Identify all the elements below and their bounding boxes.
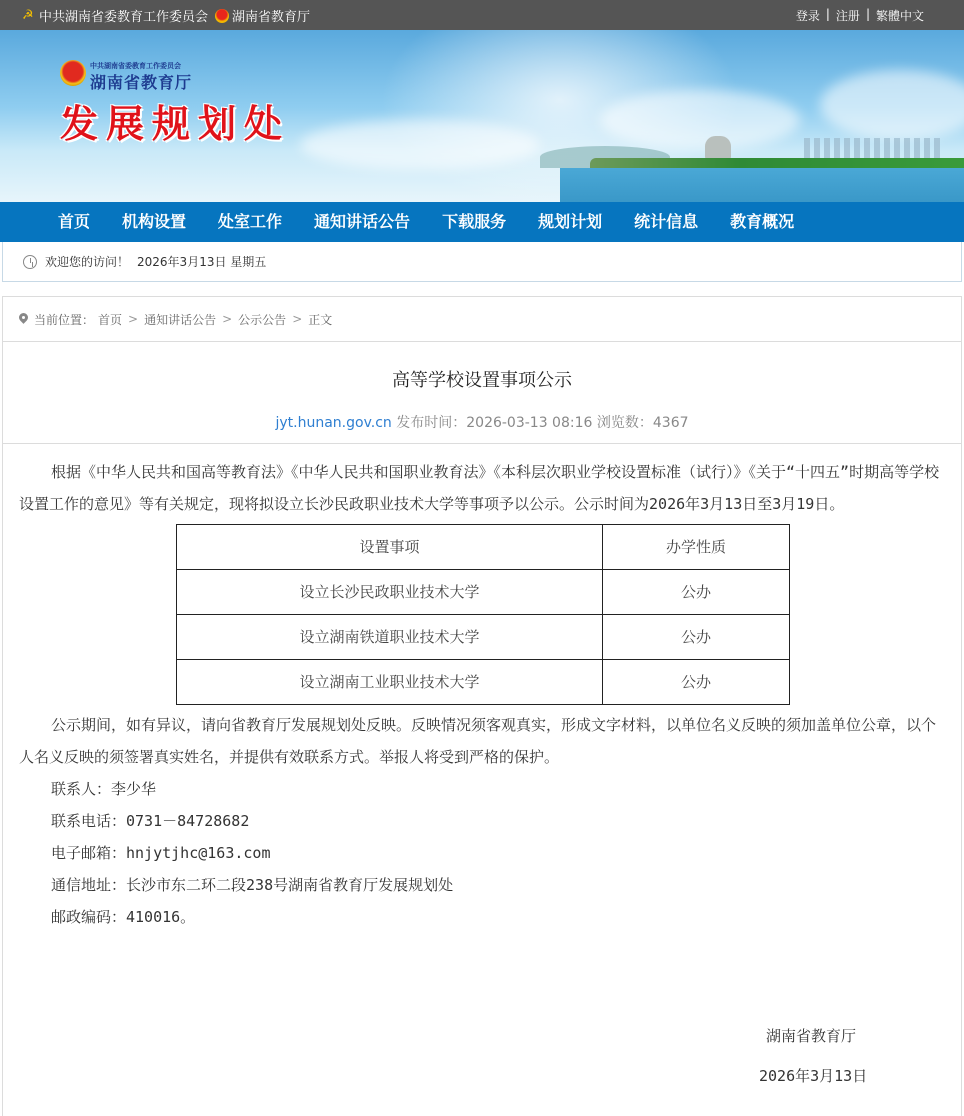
nav-office-work[interactable]: 处室工作 bbox=[218, 212, 283, 231]
national-emblem-icon bbox=[60, 60, 86, 86]
source-site: jyt.hunan.gov.cn bbox=[275, 415, 392, 431]
items-table bbox=[176, 524, 790, 705]
article-body bbox=[3, 444, 961, 933]
banner-cloud bbox=[820, 70, 964, 140]
signature-organization: 湖南省教育厅 bbox=[766, 1027, 857, 1045]
table-header-row bbox=[177, 525, 790, 570]
breadcrumb-home[interactable]: 首页 bbox=[98, 312, 123, 327]
logo-department: 湖南省教育厅 bbox=[90, 73, 193, 92]
table-row bbox=[177, 660, 790, 705]
contact-phone: 联系电话：0731－84728682 bbox=[51, 812, 250, 830]
traditional-chinese-link[interactable]: 繁體中文 bbox=[875, 9, 924, 23]
publish-label: 发布时间： bbox=[396, 415, 467, 431]
nav-education-overview[interactable]: 教育概况 bbox=[730, 212, 795, 231]
top-bar bbox=[0, 0, 964, 30]
contact-address: 通信地址：长沙市东二环二段238号湖南省教育厅发展规划处 bbox=[51, 876, 454, 894]
table-cell: 公办 bbox=[603, 570, 790, 615]
location-pin-icon bbox=[19, 313, 28, 325]
postcode: 邮政编码：410016。 bbox=[51, 908, 196, 926]
signature-date: 2026年3月13日 bbox=[759, 1067, 868, 1085]
table-cell: 设立湖南铁道职业技术大学 bbox=[177, 615, 603, 660]
banner-river bbox=[560, 168, 964, 202]
header-banner bbox=[0, 30, 964, 202]
chevron-right-icon: > bbox=[292, 312, 303, 326]
national-emblem-icon bbox=[215, 9, 229, 23]
chevron-right-icon: > bbox=[128, 312, 139, 326]
views-label: 浏览数： bbox=[596, 415, 653, 431]
welcome-text: 欢迎您的访问！ bbox=[45, 255, 130, 269]
table-row bbox=[177, 570, 790, 615]
divider: | bbox=[865, 7, 870, 21]
table-cell: 设立长沙民政职业技术大学 bbox=[177, 570, 603, 615]
publish-time: 2026-03-13 08:16 bbox=[466, 415, 593, 431]
banner-cloud bbox=[600, 90, 800, 150]
table-header: 办学性质 bbox=[603, 525, 790, 570]
login-link[interactable]: 登录 bbox=[795, 9, 820, 23]
welcome-bar bbox=[2, 242, 962, 282]
link-education-department[interactable]: 湖南省教育厅 bbox=[232, 10, 311, 25]
nav-planning[interactable]: 规划计划 bbox=[538, 212, 603, 231]
top-bar-links bbox=[22, 6, 310, 25]
breadcrumb-label: 当前位置： bbox=[34, 312, 95, 327]
article-meta bbox=[3, 412, 961, 444]
article-title: 高等学校设置事项公示 bbox=[392, 370, 572, 391]
chevron-right-icon: > bbox=[222, 312, 233, 326]
table-row bbox=[177, 615, 790, 660]
intro-paragraph: 根据《中华人民共和国高等教育法》《中华人民共和国职业教育法》《本科层次职业学校设置标准（试行）》《关于“十四五”时期高等学校设置工作的意见》等有关规定，现将拟设立长沙民政职业技术大学等事项予以公示。公示时间为2026年3月13日至3月19日。 bbox=[19, 463, 940, 513]
table-header: 设置事项 bbox=[177, 525, 603, 570]
main-nav bbox=[0, 202, 964, 242]
breadcrumb-current: 正文 bbox=[308, 312, 333, 327]
logo-subtitle: 中共湖南省委教育工作委员会 bbox=[90, 62, 181, 70]
nav-statistics[interactable]: 统计信息 bbox=[634, 212, 699, 231]
nav-notices[interactable]: 通知讲话公告 bbox=[314, 212, 411, 231]
breadcrumb-notices[interactable]: 通知讲话公告 bbox=[144, 312, 217, 327]
nav-organization[interactable]: 机构设置 bbox=[122, 212, 187, 231]
views-count: 4367 bbox=[652, 415, 689, 431]
party-emblem-icon: ☭ bbox=[22, 7, 34, 23]
logo-division-title: 发展规划处 bbox=[60, 101, 291, 146]
nav-downloads[interactable]: 下载服务 bbox=[442, 212, 507, 231]
account-links bbox=[796, 7, 924, 24]
clock-icon bbox=[23, 255, 37, 269]
banner-cloud bbox=[300, 120, 540, 170]
divider: | bbox=[825, 7, 830, 21]
table-cell: 公办 bbox=[603, 660, 790, 705]
banner-city-skyline bbox=[804, 138, 944, 158]
current-date: 2026年3月13日 星期五 bbox=[137, 255, 267, 269]
breadcrumb bbox=[3, 297, 961, 342]
nav-home[interactable]: 首页 bbox=[58, 212, 91, 231]
table-cell: 公办 bbox=[603, 615, 790, 660]
objection-paragraph: 公示期间，如有异议，请向省教育厅发展规划处反映。反映情况须客观真实，形成文字材料，以单位名义反映的须加盖单位公章，以个人名义反映的须签署真实姓名，并提供有效联系方式。举报人将受到严格的保护。 bbox=[19, 716, 937, 766]
contact-person: 联系人：李少华 bbox=[51, 780, 157, 798]
breadcrumb-announcements[interactable]: 公示公告 bbox=[238, 312, 287, 327]
register-link[interactable]: 注册 bbox=[835, 9, 860, 23]
link-provincial-committee[interactable]: 中共湖南省委教育工作委员会 bbox=[39, 10, 209, 25]
article-panel bbox=[2, 296, 962, 1116]
contact-email: 电子邮箱：hnjytjhc@163.com bbox=[51, 844, 271, 862]
table-cell: 设立湖南工业职业技术大学 bbox=[177, 660, 603, 705]
